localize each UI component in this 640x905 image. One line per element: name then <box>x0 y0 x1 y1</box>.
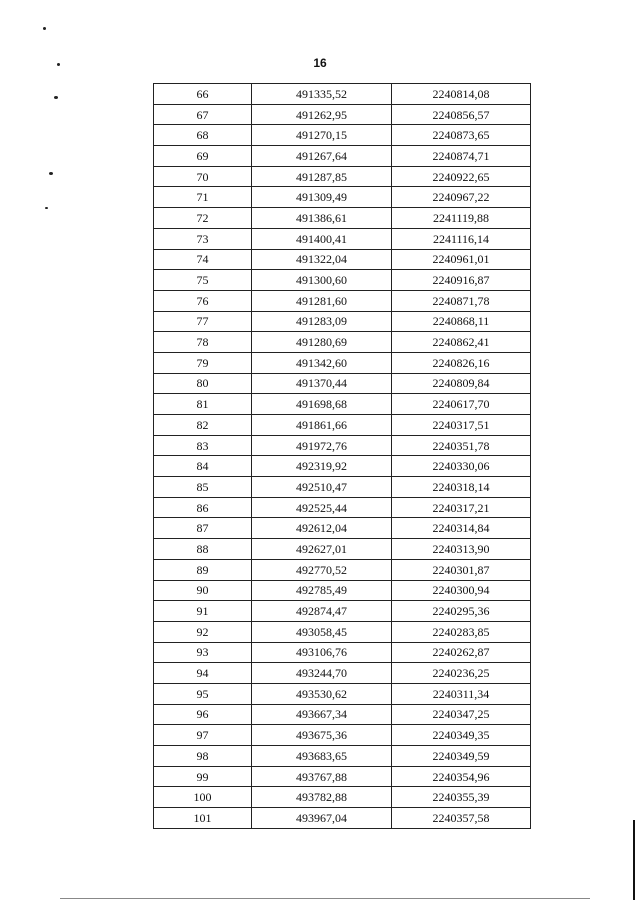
table-row <box>154 766 531 787</box>
y-coordinate-cell: 2240916,87 <box>392 270 531 291</box>
y-coordinate-cell: 2241116,14 <box>392 228 531 249</box>
y-coordinate-cell: 2240856,57 <box>392 104 531 125</box>
table-row <box>154 704 531 725</box>
table-row <box>154 84 531 105</box>
point-number-cell: 93 <box>154 642 252 663</box>
table-row <box>154 435 531 456</box>
x-coordinate-cell: 493782,88 <box>252 787 392 808</box>
x-coordinate-cell: 491267,64 <box>252 146 392 167</box>
scan-edge-line <box>633 820 635 900</box>
y-coordinate-cell: 2240313,90 <box>392 539 531 560</box>
y-coordinate-cell: 2240961,01 <box>392 249 531 270</box>
table-row <box>154 808 531 829</box>
x-coordinate-cell: 493675,36 <box>252 725 392 746</box>
table-row <box>154 580 531 601</box>
table-row <box>154 290 531 311</box>
y-coordinate-cell: 2240862,41 <box>392 332 531 353</box>
table-row <box>154 477 531 498</box>
x-coordinate-cell: 493530,62 <box>252 683 392 704</box>
coordinates-table-body <box>154 84 531 829</box>
table-row <box>154 373 531 394</box>
y-coordinate-cell: 2240347,25 <box>392 704 531 725</box>
point-number-cell: 79 <box>154 352 252 373</box>
y-coordinate-cell: 2240922,65 <box>392 166 531 187</box>
table-row <box>154 642 531 663</box>
x-coordinate-cell: 491972,76 <box>252 435 392 456</box>
x-coordinate-cell: 493106,76 <box>252 642 392 663</box>
x-coordinate-cell: 491698,68 <box>252 394 392 415</box>
table-row <box>154 187 531 208</box>
point-number-cell: 88 <box>154 539 252 560</box>
y-coordinate-cell: 2240262,87 <box>392 642 531 663</box>
x-coordinate-cell: 493683,65 <box>252 746 392 767</box>
x-coordinate-cell: 492319,92 <box>252 456 392 477</box>
y-coordinate-cell: 2240330,06 <box>392 456 531 477</box>
y-coordinate-cell: 2240871,78 <box>392 290 531 311</box>
point-number-cell: 66 <box>154 84 252 105</box>
table-row <box>154 104 531 125</box>
scan-speck <box>54 96 58 99</box>
point-number-cell: 78 <box>154 332 252 353</box>
table-row <box>154 146 531 167</box>
x-coordinate-cell: 493967,04 <box>252 808 392 829</box>
x-coordinate-cell: 491386,61 <box>252 208 392 229</box>
y-coordinate-cell: 2240357,58 <box>392 808 531 829</box>
x-coordinate-cell: 491309,49 <box>252 187 392 208</box>
x-coordinate-cell: 493244,70 <box>252 663 392 684</box>
point-number-cell: 68 <box>154 125 252 146</box>
table-row <box>154 166 531 187</box>
table-row <box>154 663 531 684</box>
point-number-cell: 76 <box>154 290 252 311</box>
table-row <box>154 249 531 270</box>
table-row <box>154 621 531 642</box>
point-number-cell: 95 <box>154 683 252 704</box>
point-number-cell: 84 <box>154 456 252 477</box>
x-coordinate-cell: 491283,09 <box>252 311 392 332</box>
x-coordinate-cell: 493767,88 <box>252 766 392 787</box>
x-coordinate-cell: 492612,04 <box>252 518 392 539</box>
point-number-cell: 77 <box>154 311 252 332</box>
y-coordinate-cell: 2240295,36 <box>392 601 531 622</box>
point-number-cell: 83 <box>154 435 252 456</box>
point-number-cell: 74 <box>154 249 252 270</box>
point-number-cell: 69 <box>154 146 252 167</box>
x-coordinate-cell: 491280,69 <box>252 332 392 353</box>
x-coordinate-cell: 492510,47 <box>252 477 392 498</box>
y-coordinate-cell: 2240283,85 <box>392 621 531 642</box>
table-row <box>154 456 531 477</box>
table-row <box>154 518 531 539</box>
point-number-cell: 90 <box>154 580 252 601</box>
scan-speck <box>57 63 60 66</box>
table-row <box>154 125 531 146</box>
x-coordinate-cell: 491322,04 <box>252 249 392 270</box>
y-coordinate-cell: 2240967,22 <box>392 187 531 208</box>
y-coordinate-cell: 2240809,84 <box>392 373 531 394</box>
table-row <box>154 497 531 518</box>
point-number-cell: 87 <box>154 518 252 539</box>
y-coordinate-cell: 2240351,78 <box>392 435 531 456</box>
x-coordinate-cell: 493667,34 <box>252 704 392 725</box>
table-row <box>154 332 531 353</box>
y-coordinate-cell: 2240349,35 <box>392 725 531 746</box>
table-row <box>154 311 531 332</box>
point-number-cell: 100 <box>154 787 252 808</box>
x-coordinate-cell: 491400,41 <box>252 228 392 249</box>
point-number-cell: 85 <box>154 477 252 498</box>
x-coordinate-cell: 492785,49 <box>252 580 392 601</box>
point-number-cell: 73 <box>154 228 252 249</box>
y-coordinate-cell: 2240314,84 <box>392 518 531 539</box>
point-number-cell: 70 <box>154 166 252 187</box>
point-number-cell: 67 <box>154 104 252 125</box>
x-coordinate-cell: 492525,44 <box>252 497 392 518</box>
table-row <box>154 601 531 622</box>
x-coordinate-cell: 491861,66 <box>252 415 392 436</box>
x-coordinate-cell: 491281,60 <box>252 290 392 311</box>
point-number-cell: 99 <box>154 766 252 787</box>
y-coordinate-cell: 2240354,96 <box>392 766 531 787</box>
table-row <box>154 787 531 808</box>
x-coordinate-cell: 492874,47 <box>252 601 392 622</box>
y-coordinate-cell: 2240617,70 <box>392 394 531 415</box>
point-number-cell: 97 <box>154 725 252 746</box>
y-coordinate-cell: 2240236,25 <box>392 663 531 684</box>
point-number-cell: 98 <box>154 746 252 767</box>
y-coordinate-cell: 2240874,71 <box>392 146 531 167</box>
y-coordinate-cell: 2240317,51 <box>392 415 531 436</box>
point-number-cell: 96 <box>154 704 252 725</box>
table-row <box>154 746 531 767</box>
y-coordinate-cell: 2240317,21 <box>392 497 531 518</box>
x-coordinate-cell: 492770,52 <box>252 559 392 580</box>
x-coordinate-cell: 491270,15 <box>252 125 392 146</box>
x-coordinate-cell: 493058,45 <box>252 621 392 642</box>
scan-speck <box>45 207 48 209</box>
page-number: 16 <box>313 56 327 70</box>
y-coordinate-cell: 2241119,88 <box>392 208 531 229</box>
scan-speck <box>43 27 46 30</box>
scan-edge-line <box>60 898 590 899</box>
y-coordinate-cell: 2240349,59 <box>392 746 531 767</box>
x-coordinate-cell: 491335,52 <box>252 84 392 105</box>
table-row <box>154 394 531 415</box>
point-number-cell: 81 <box>154 394 252 415</box>
y-coordinate-cell: 2240311,34 <box>392 683 531 704</box>
point-number-cell: 89 <box>154 559 252 580</box>
table-row <box>154 228 531 249</box>
x-coordinate-cell: 492627,01 <box>252 539 392 560</box>
y-coordinate-cell: 2240301,87 <box>392 559 531 580</box>
y-coordinate-cell: 2240318,14 <box>392 477 531 498</box>
table-row <box>154 415 531 436</box>
y-coordinate-cell: 2240814,08 <box>392 84 531 105</box>
table-row <box>154 539 531 560</box>
y-coordinate-cell: 2240826,16 <box>392 352 531 373</box>
x-coordinate-cell: 491370,44 <box>252 373 392 394</box>
point-number-cell: 72 <box>154 208 252 229</box>
table-row <box>154 559 531 580</box>
point-number-cell: 71 <box>154 187 252 208</box>
scan-speck <box>49 172 53 175</box>
point-number-cell: 94 <box>154 663 252 684</box>
point-number-cell: 80 <box>154 373 252 394</box>
x-coordinate-cell: 491300,60 <box>252 270 392 291</box>
table-row <box>154 270 531 291</box>
x-coordinate-cell: 491342,60 <box>252 352 392 373</box>
y-coordinate-cell: 2240355,39 <box>392 787 531 808</box>
point-number-cell: 86 <box>154 497 252 518</box>
table-row <box>154 208 531 229</box>
y-coordinate-cell: 2240300,94 <box>392 580 531 601</box>
y-coordinate-cell: 2240868,11 <box>392 311 531 332</box>
x-coordinate-cell: 491287,85 <box>252 166 392 187</box>
point-number-cell: 82 <box>154 415 252 436</box>
y-coordinate-cell: 2240873,65 <box>392 125 531 146</box>
table-row <box>154 725 531 746</box>
point-number-cell: 101 <box>154 808 252 829</box>
point-number-cell: 75 <box>154 270 252 291</box>
point-number-cell: 92 <box>154 621 252 642</box>
point-number-cell: 91 <box>154 601 252 622</box>
table-row <box>154 683 531 704</box>
coordinates-table <box>153 83 531 829</box>
x-coordinate-cell: 491262,95 <box>252 104 392 125</box>
table-row <box>154 352 531 373</box>
